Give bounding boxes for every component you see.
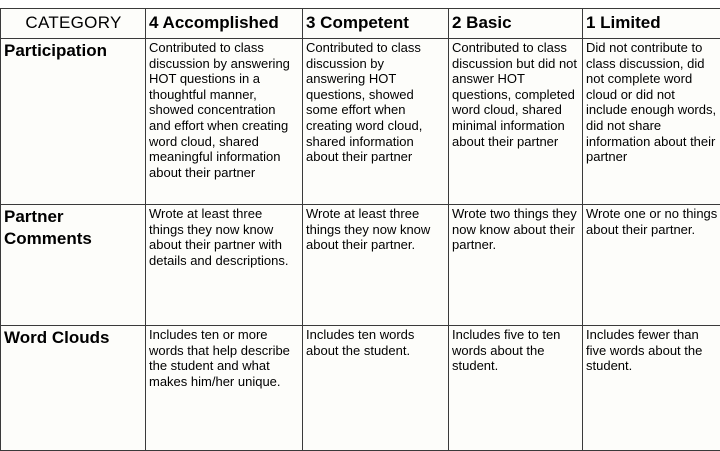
cell-participation-level-1: Did not contribute to class discussion, did not complete word cloud or did not include enough words, did not share information about their partner <box>583 39 720 205</box>
cell-word-clouds-level-4: Includes ten or more words that help describe the student and what makes him/her unique. <box>146 326 303 451</box>
header-category: CATEGORY <box>1 9 146 39</box>
header-row <box>1 9 720 39</box>
cell-participation-level-3: Contributed to class discussion by answering HOT questions, showed some effort when creating word cloud, shared information about their partner <box>303 39 449 205</box>
cell-word-clouds-level-2: Includes five to ten words about the student. <box>449 326 583 451</box>
table-row <box>1 326 720 451</box>
cell-partner-comments-level-1: Wrote one or no things about their partner. <box>583 205 720 326</box>
header-level-3: 3 Competent <box>303 9 449 39</box>
cell-partner-comments-level-4: Wrote at least three things they now know about their partner with details and descriptions. <box>146 205 303 326</box>
cell-participation-level-2: Contributed to class discussion but did not answer HOT questions, completed word cloud, shared minimal information about their partner <box>449 39 583 205</box>
cell-word-clouds-level-1: Includes fewer than five words about the student. <box>583 326 720 451</box>
row-category-participation: Participation <box>1 39 146 205</box>
row-category-partner-comments: Partner Comments <box>1 205 146 326</box>
row-category-word-clouds: Word Clouds <box>1 326 146 451</box>
cell-participation-level-4: Contributed to class discussion by answering HOT questions in a thoughtful manner, showed concentration and effort when creating word cloud, shared meaningful information about their partner <box>146 39 303 205</box>
cell-partner-comments-level-3: Wrote at least three things they now know about their partner. <box>303 205 449 326</box>
table-row <box>1 39 720 205</box>
header-level-2: 2 Basic <box>449 9 583 39</box>
cell-word-clouds-level-3: Includes ten words about the student. <box>303 326 449 451</box>
header-level-1: 1 Limited <box>583 9 720 39</box>
header-level-4: 4 Accomplished <box>146 9 303 39</box>
cell-partner-comments-level-2: Wrote two things they now know about their partner. <box>449 205 583 326</box>
rubric-table <box>0 8 720 451</box>
table-row <box>1 205 720 326</box>
